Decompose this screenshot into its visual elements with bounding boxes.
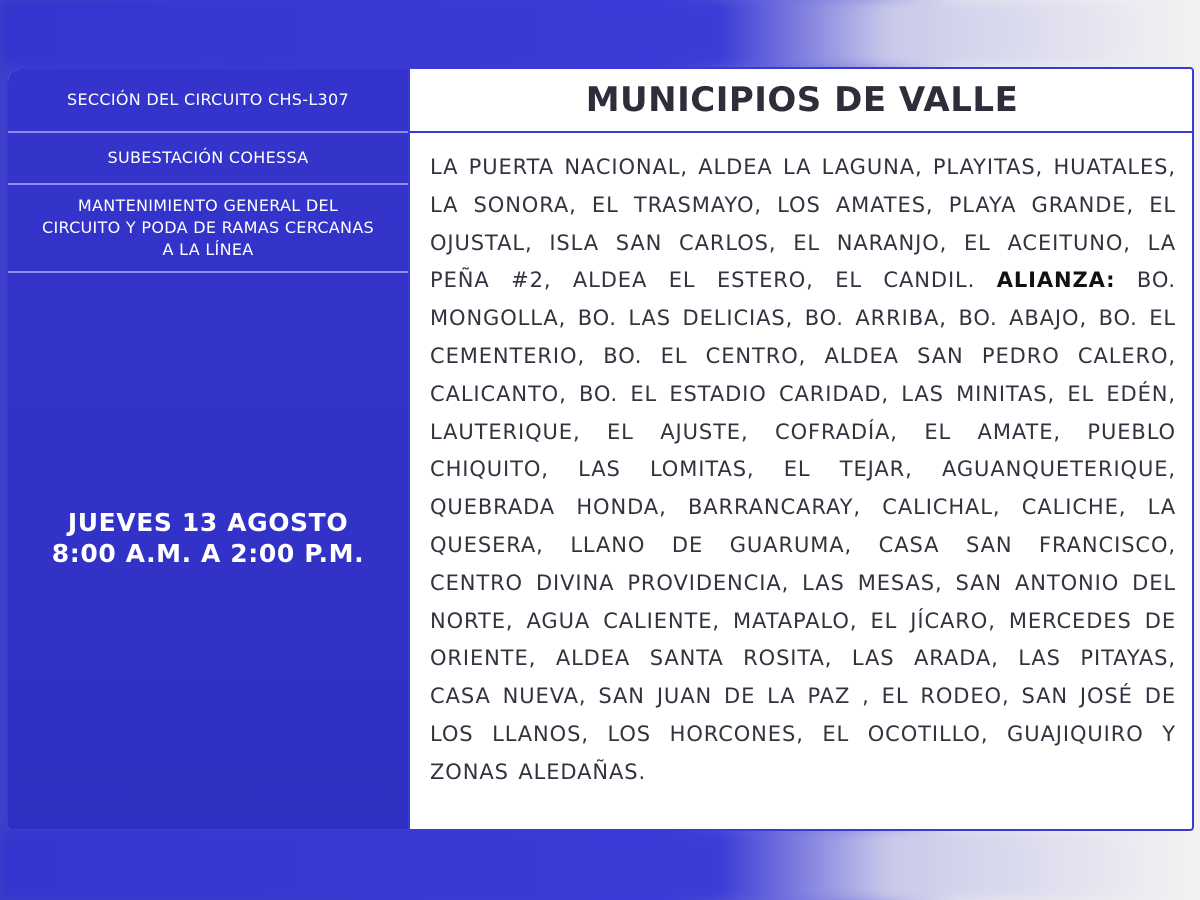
substation-label: SUBESTACIÓN COHESSA (107, 148, 309, 167)
areas-text-part2: BO. MONGOLLA, BO. LAS DELICIAS, BO. ARRIBA, BO. ABAJO, BO. EL CEMENTERIO, BO. EL CENTRO, ALDEA SAN PEDRO CALERO, CALICANTO, BO. EL ESTADIO CARIDAD, LAS MINITAS, EL EDÉN, LAUTERIQUE, EL AJUSTE, COFRADÍA, EL AMATE, PUEBLO CHIQUITO, LAS LOMITAS, EL TEJAR, AGUANQUETERIQUE, QUEBRADA HONDA, BARRANCARAY, CALICHAL, CALICHE, LA QUESERA, LLANO DE GUARUMA, CASA SAN FRANCISCO, CENTRO DIVINA PROVIDENCIA, LAS MESAS, SAN ANTONIO DEL NORTE, AGUA CALIENTE, MATAPALO, EL JÍCARO, MERCEDES DE ORIENTE, ALDEA SANTA ROSITA, LAS ARADA, LAS PITAYAS, CASA NUEVA, SAN JUAN DE LA PAZ , EL RODEO, SAN JOSÉ DE LOS LLANOS, LOS HORCONES, EL OCOTILLO, GUAJIQUIRO Y ZONAS ALEDAÑAS. (430, 268, 1176, 784)
schedule-panel (8, 69, 408, 829)
circuit-section-cell (8, 69, 408, 133)
affected-areas-list (410, 133, 1194, 792)
affected-areas-panel (408, 69, 1194, 829)
blurred-top-band (0, 0, 1200, 66)
time-range-label: 8:00 A.M. A 2:00 P.M. (51, 539, 365, 568)
areas-text-part1: LA PUERTA NACIONAL, ALDEA LA LAGUNA, PLAYITAS, HUATALES, LA SONORA, EL TRASMAYO, LOS AMATES, PLAYA GRANDE, EL OJUSTAL, ISLA SAN CARLOS, EL NARANJO, EL ACEITUNO, LA PEÑA #2, ALDEA EL ESTERO, EL CANDIL. (430, 155, 1176, 293)
alianza-label: ALIANZA: (996, 268, 1116, 293)
substation-cell (8, 133, 408, 185)
blurred-bottom-band (0, 830, 1200, 900)
outage-notice-card (6, 67, 1194, 831)
date-time-block (8, 273, 408, 831)
work-description-cell (8, 185, 408, 273)
circuit-section-label: SECCIÓN DEL CIRCUITO CHS-L307 (67, 90, 349, 109)
date-label: JUEVES 13 AGOSTO (67, 508, 349, 537)
work-description-text: MANTENIMIENTO GENERAL DEL CIRCUITO Y PODA DE RAMAS CERCANAS A LA LÍNEA (41, 196, 375, 259)
panel-title: MUNICIPIOS DE VALLE (410, 69, 1194, 133)
